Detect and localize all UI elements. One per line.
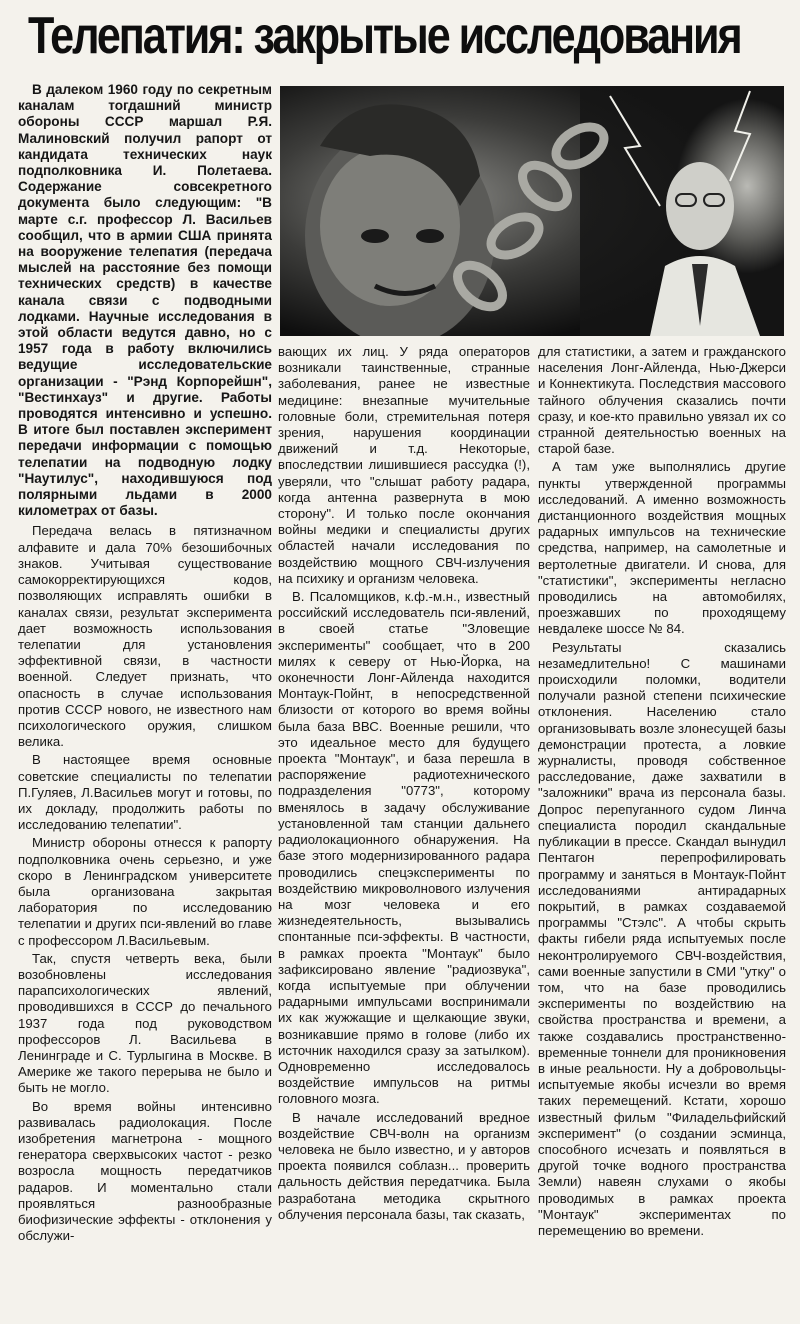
- paragraph: В настоящее время основные советские специалисты по телепатии П.Гуляев, Л.Васильев могут и готовы, по их докладу, продолжить работы по исследованию телепатии".: [18, 752, 272, 833]
- paragraph: Во время войны интенсивно развивалась радиолокация. После изобретения магнетрона - мощного генератора сверхвысоких частот - резко возросла мощность передатчиков радаров. И моментально стали проявляться разнообразные биофизические эффекты - отклонения у обслужи-: [18, 1098, 272, 1244]
- article-photo: [280, 86, 784, 336]
- paragraph: В. Псаломщиков, к.ф.-м.н., известный российский исследователь пси-явлений, в своей статье "Зловещие эксперименты" сообщает, что в 200 милях к северу от Нью-Йорка, на оконечности Лонг-Айленда находится Монтаук-Пойнт, в непосредственной близости от которого во время войны была база ВВС. Военные решили, что это идеальное место для будущего проекта "Монтаук", и база перешла в распоряжение радиотехнического подразделения "0773", которому вменялось в задачу обслуживание установленной там станции дальнего радиолокационного обнаружения. На базе этого модернизированного радара проводились спецэксперименты по воздействию микроволнового излучения на мозг человека и его жизнедеятельность, вызывались спонтанные пси-эффекты. В частности, в рамках проекта "Монтаук" было зафиксировано явление "радиозвука", когда испытуемые при облучении радарными импульсами воспринимали их как жужжащие и щелкающие звуки, возникавшие прямо в голове (либо их источник находился сразу за затылком). Одновременно исследовалось воздействие импульсов на ритмы головного мозга.: [278, 589, 530, 1107]
- paragraph: Министр обороны отнесся к рапорту подполковника очень серьезно, и уже скоро в Ленинградском университете была организована закрытая лаборатория по исследованию телепатии и других пси-явлений во главе с профессором Л.Васильевым.: [18, 835, 272, 948]
- article-column-2: [278, 344, 530, 1225]
- paragraph: вающих их лиц. У ряда операторов возникали таинственные, странные заболевания, ранее не известные медицине: внезапные мучительные головные боли, стремительная потеря зрения, нарушения координации движений и т.д. Некоторые, впоследствии лишившиеся рассудка (!), уверяли, что "слышат работу радара, когда антенна развернута в мою сторону". И только после окончания войны медики и специалисты других областей начали исследования по воздействию мощного СВЧ-излучения на психику и организм человека.: [278, 344, 530, 586]
- article-column-3: [538, 344, 786, 1241]
- article-column-1: [18, 82, 272, 1246]
- paragraph: Так, спустя четверть века, были возобновлены исследования парапсихологических явлений, проводившихся в СССР до печального 1937 года под руководством профессоров Л. Васильева в Ленинграде и С. Турлыгина в Москве. В Америке же такого перерыва не было и быть не могло.: [18, 950, 272, 1096]
- paragraph: Передача велась в пятизначном алфавите и дала 70% безошибочных знаков. Учитывая существование самокорректирующихся кодов, позволяющих исправлять ошибки в каналах связи, результат эксперимента дает возможность использования телепатии для установления эффективной связи, в частности военной. Следует признать, что опасность в случае использования против СССР нового, не известного нам психологического оружия, слишком велика.: [18, 523, 272, 750]
- paragraph: Результаты сказались незамедлительно! С машинами происходили поломки, водители получали разной степени психические отклонения. Населению стало организовывать возле злонесущей базы демонстрации протеста, а ловкие журналисты, проводя собственное расследование, даже захватили в "заложники" врача из персонала базы. Допрос перепуганного судом Линча специалиста породил скандальные публикации в прессе. Скандал вынудил Пентагон перепрофилировать программу и заняться в Монтаук-Пойнт исследованиями антирадарных покрытий, в рамках создаваемой программы "Стэлс". А чтобы скрыть факты гибели ряда испытуемых после неконтролируемого СВЧ-воздействия, сами военные запустили в СМИ "утку" о том, что на базе проводились эксперименты по воздействию на свойства пространства и времени, а также создавались пространственно-временные тоннели для проникновения в иные реальности. Ну а добровольцы-испытуемые якобы исчезли во время таких перемещений. Кстати, хорошо известный фильм "Филадельфийский эксперимент" (о создании эсминца, способного исчезать и появляться в другой точке водного пространства Земли) навеян слухами о якобы проводимых в рамках проекта "Монтаук" экспериментах по перемещению во времени.: [538, 639, 786, 1238]
- paragraph: А там уже выполнялись другие пункты утвержденной программы исследований. А именно возможность дистанционного воздействия мощных радарных импульсов на технические средства, например, на самолетные и вертолетные двигатели. И снова, для "статистики", эксперименты негласно проводились на автомобилях, проезжавших по проходящему невдалеке шоссе № 84.: [538, 459, 786, 637]
- paragraph: В начале исследований вредное воздействие СВЧ-волн на организм человека не было известно, и у авторов проекта появился соблазн... проверить дальность действия передатчика. Была разработана методика скрытного облучения персонала базы, так сказать,: [278, 1109, 530, 1222]
- headline: Телепатия: закрытые исследования: [28, 7, 741, 65]
- photo-collage-icon: [280, 86, 784, 336]
- article-lead: В далеком 1960 году по секретным каналам тогдашний министр обороны СССР маршал Р.Я. Малиновский получил рапорт от кандидата технических наук подполковника И. Полетаева. Содержание совсекретного документа было следующим: "В марте с.г. профессор Л. Васильев сообщил, что в армии США принята на вооружение телепатия (передача мыслей на расстояние без помощи технических средств) в качестве канала связи с подводными лодками. Научные исследования в этой области ведутся давно, но с 1957 года в работу включились ведущие исследовательские организации - "Рэнд Корпорейшн", "Вестинхауз" и другие. Работы проводятся интенсивно и успешно. В итоге был поставлен эксперимент передачи информации с помощью телепатии на подводную лодку "Наутилус", находившуюся под полярными льдами в 2000 километрах от базы.: [18, 82, 272, 519]
- paragraph: для статистики, а затем и гражданского населения Лонг-Айленда, Нью-Джерси и Коннектикута. Последствия массового тайного облучения сказались почти сразу, и кое-кто правильно увязал их со странной деятельностью военных на старой базе.: [538, 344, 786, 457]
